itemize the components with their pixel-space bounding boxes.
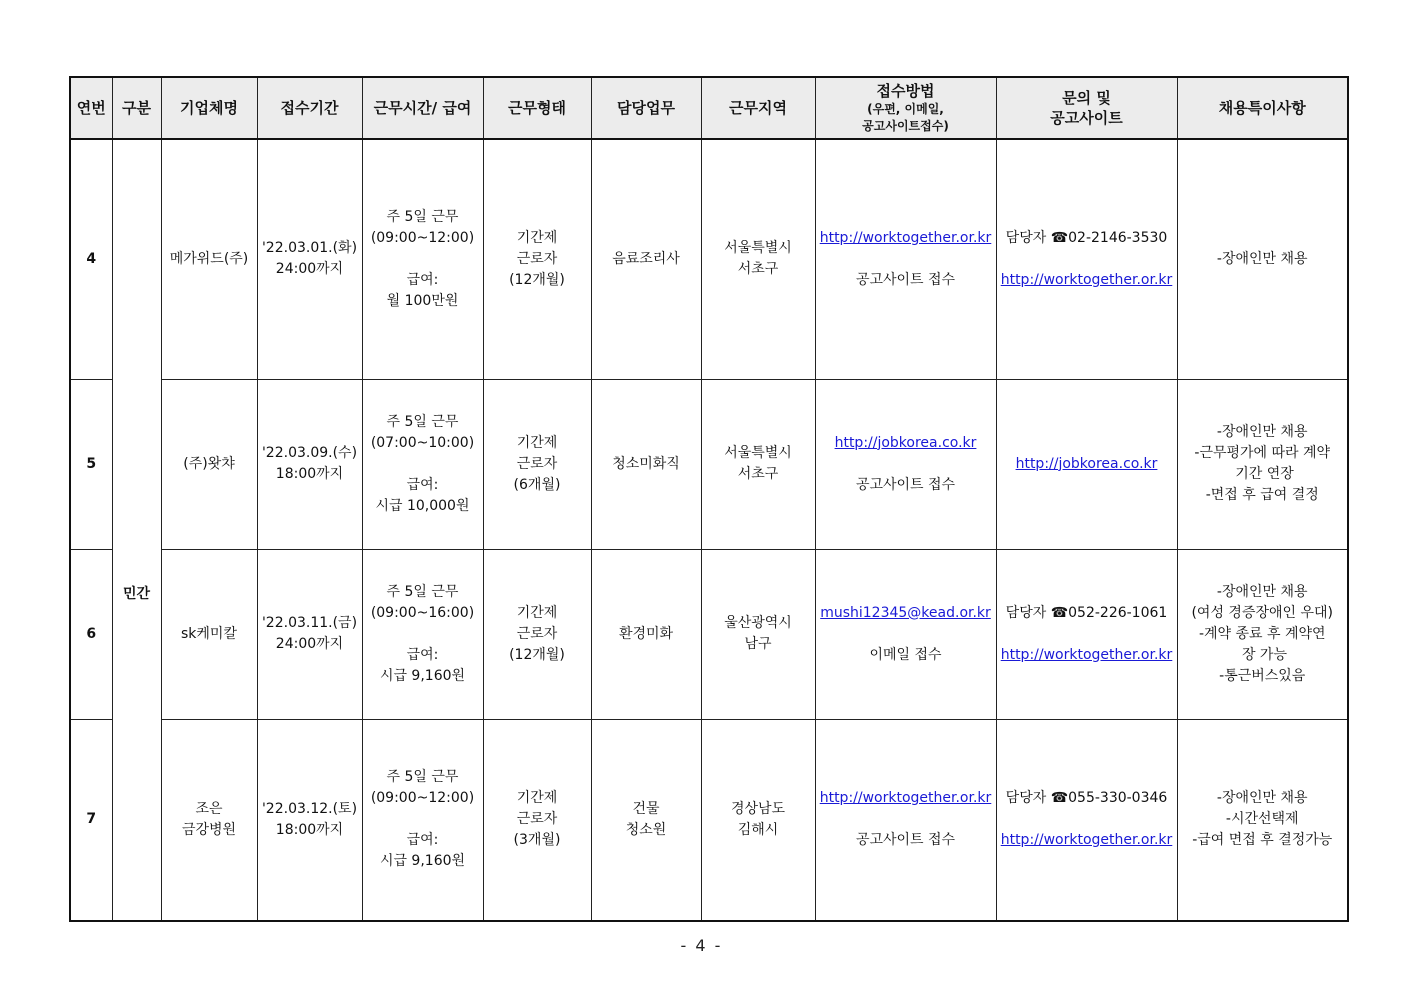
spacer — [367, 454, 479, 475]
cell-line: 기간제 — [516, 434, 558, 451]
row-number: 5 — [70, 379, 112, 549]
header-contact — [996, 77, 1177, 139]
cell-line: 시급 9,160원 — [379, 667, 466, 684]
notes-cell — [1177, 379, 1348, 549]
note-line: -장애인만 채용 — [1216, 583, 1308, 600]
table-row — [70, 379, 1348, 549]
hours-pay-cell — [362, 379, 483, 549]
cell-line: 근로자 — [516, 811, 558, 828]
cell-line: '22.03.12.(토) — [261, 800, 358, 817]
note-line: (여성 경증장애인 우대) — [1191, 604, 1334, 621]
cell-line: 청소원 — [625, 821, 667, 838]
spacer — [1001, 809, 1173, 830]
job-listing-table — [69, 76, 1349, 922]
duty-cell — [591, 139, 701, 379]
region-cell — [701, 549, 815, 719]
duty-cell — [591, 549, 701, 719]
note-line: 장 가능 — [1237, 646, 1287, 663]
company-cell — [161, 379, 257, 549]
region-cell — [701, 719, 815, 921]
contact-website-link[interactable]: http://jobkorea.co.kr — [1015, 455, 1158, 472]
contact-phone: 담당자 ☎055-330-0346 — [1005, 790, 1168, 807]
note-line: -통근버스있음 — [1219, 667, 1306, 684]
cell-line: 서울특별시 — [724, 445, 792, 461]
cell-line: 금강병원 — [181, 821, 237, 838]
cell-line: 건물 — [632, 800, 660, 817]
method-cell — [815, 719, 996, 921]
header-no — [70, 77, 112, 139]
spacer — [820, 624, 992, 645]
contact-cell — [996, 379, 1177, 549]
region-cell — [701, 379, 815, 549]
cell-line: 주 5일 근무 — [386, 769, 459, 786]
hours-pay-cell — [362, 719, 483, 921]
header-duty: 담당업무 — [591, 77, 701, 139]
contact-website-link[interactable]: http://worktogether.or.kr — [1000, 646, 1173, 663]
website-link[interactable]: http://worktogether.or.kr — [819, 229, 992, 246]
cell-line: 김해시 — [737, 821, 779, 838]
method-text: 이메일 접수 — [869, 646, 942, 663]
cell-line: (07:00~10:00) — [370, 434, 475, 451]
header-contact-line1: 문의 및 — [1062, 89, 1111, 107]
header-notes: 채용특이사항 — [1177, 77, 1348, 139]
method-cell — [815, 139, 996, 379]
header-method-sub1: (우편, 이메일, — [867, 102, 944, 116]
header-method-title: 접수방법 — [876, 82, 935, 100]
note-line: -장애인만 채용 — [1216, 790, 1308, 807]
cell-line: 18:00까지 — [275, 821, 344, 838]
website-link[interactable]: http://worktogether.or.kr — [819, 790, 992, 807]
cell-line: 근로자 — [516, 250, 558, 267]
cell-line: 주 5일 근무 — [386, 413, 459, 430]
method-text: 공고사이트 접수 — [855, 476, 956, 493]
cell-line: 메가위드(주) — [169, 250, 249, 267]
cell-line: 서초구 — [737, 466, 779, 482]
cell-line: 급여: — [406, 271, 439, 288]
notes-cell — [1177, 719, 1348, 921]
cell-line: (09:00~12:00) — [370, 790, 475, 807]
period-cell — [257, 379, 362, 549]
table-body — [70, 139, 1348, 921]
header-no-label: 연번 — [76, 99, 106, 117]
header-type: 근무형태 — [483, 77, 591, 139]
header-hours-pay: 근무시간/ 급여 — [362, 77, 483, 139]
cell-line: 청소미화직 — [612, 455, 680, 472]
header-method-sub2: 공고사이트접수) — [862, 119, 949, 133]
cell-line: (09:00~12:00) — [370, 229, 475, 246]
table-row — [70, 139, 1348, 379]
type-cell — [483, 379, 591, 549]
cell-line: sk케미칼 — [181, 625, 237, 642]
cell-line: (3개월) — [513, 832, 561, 849]
note-line: -계약 종료 후 계약연 — [1198, 625, 1326, 642]
note-line: -근무평가에 따라 계약 — [1194, 445, 1331, 461]
contact-cell — [996, 719, 1177, 921]
cell-line: 서울특별시 — [724, 240, 792, 257]
category-cell — [112, 139, 161, 921]
note-line: -장애인만 채용 — [1216, 250, 1308, 267]
cell-line: '22.03.11.(금) — [261, 615, 358, 631]
cell-line: 서초구 — [737, 261, 779, 278]
header-region: 근무지역 — [701, 77, 815, 139]
cell-line: 월 100만원 — [386, 292, 459, 309]
cell-line: 시급 10,000원 — [375, 497, 470, 514]
spacer — [367, 249, 479, 270]
method-cell — [815, 549, 996, 719]
contact-phone: 담당자 ☎02-2146-3530 — [1005, 229, 1168, 246]
note-line: 기간 연장 — [1230, 466, 1294, 482]
cell-line: 근로자 — [516, 455, 558, 472]
cell-line: 기간제 — [516, 604, 558, 621]
cell-line: 음료조리사 — [612, 250, 680, 267]
cell-line: 18:00까지 — [275, 466, 344, 482]
cell-line: 기간제 — [516, 790, 558, 807]
contact-website-link[interactable]: http://worktogether.or.kr — [1000, 271, 1173, 288]
cell-line: 기간제 — [516, 229, 558, 246]
cell-line: (6개월) — [513, 476, 561, 493]
company-cell — [161, 719, 257, 921]
period-cell — [257, 139, 362, 379]
period-cell — [257, 719, 362, 921]
period-cell — [257, 549, 362, 719]
cell-line: (12개월) — [509, 271, 565, 288]
cell-line: 24:00까지 — [275, 636, 344, 652]
row-number: 6 — [70, 549, 112, 719]
contact-cell — [996, 139, 1177, 379]
cell-line: 남구 — [744, 636, 772, 652]
notes-cell — [1177, 139, 1348, 379]
company-cell — [161, 549, 257, 719]
spacer — [820, 454, 992, 475]
note-line: -급여 면접 후 결정가능 — [1192, 832, 1333, 849]
spacer — [367, 809, 479, 830]
header-method — [815, 77, 996, 139]
cell-line: 경상남도 — [730, 800, 786, 817]
cell-line: 급여: — [406, 476, 439, 493]
spacer — [820, 249, 992, 270]
hours-pay-cell — [362, 549, 483, 719]
contact-cell — [996, 549, 1177, 719]
type-cell — [483, 549, 591, 719]
notes-cell — [1177, 549, 1348, 719]
page-number: - 4 - — [680, 936, 723, 955]
spacer — [1001, 624, 1173, 645]
method-cell — [815, 379, 996, 549]
spacer — [820, 809, 992, 830]
note-line: -면접 후 급여 결정 — [1205, 487, 1319, 503]
cell-line: 24:00까지 — [275, 261, 344, 278]
company-cell — [161, 139, 257, 379]
row-number: 4 — [70, 139, 112, 379]
cell-line: (주)왓챠 — [183, 455, 235, 472]
header-contact-line2: 공고사이트 — [1050, 109, 1123, 127]
header-row — [70, 77, 1348, 139]
cell-line: 급여: — [406, 646, 439, 663]
method-text: 공고사이트 접수 — [855, 832, 956, 849]
header-period: 접수기간 — [257, 77, 362, 139]
cell-line: 조은 — [195, 800, 223, 817]
note-line: -시간선택제 — [1225, 811, 1299, 828]
cell-line: 근로자 — [516, 625, 558, 642]
cell-line: (12개월) — [509, 646, 565, 663]
contact-website-link[interactable]: http://worktogether.or.kr — [1000, 832, 1173, 849]
cell-line: 울산광역시 — [724, 615, 792, 631]
email-link[interactable]: mushi12345@kead.or.kr — [820, 604, 991, 621]
type-cell — [483, 719, 591, 921]
cell-line: 급여: — [406, 832, 439, 849]
type-cell — [483, 139, 591, 379]
category-label: 민간 — [122, 585, 151, 602]
table-row — [70, 719, 1348, 921]
cell-line: 환경미화 — [618, 625, 674, 642]
cell-line: (09:00~16:00) — [370, 604, 475, 621]
duty-cell — [591, 719, 701, 921]
header-category: 구분 — [112, 77, 161, 139]
website-link[interactable]: http://jobkorea.co.kr — [834, 434, 977, 451]
method-text: 공고사이트 접수 — [855, 271, 956, 288]
hours-pay-cell — [362, 139, 483, 379]
note-line: -장애인만 채용 — [1216, 424, 1308, 440]
duty-cell — [591, 379, 701, 549]
header-company: 기업체명 — [161, 77, 257, 139]
spacer — [367, 624, 479, 645]
cell-line: '22.03.01.(화) — [261, 240, 358, 257]
cell-line: 시급 9,160원 — [379, 853, 466, 870]
table-row — [70, 549, 1348, 719]
cell-line: 주 5일 근무 — [386, 583, 459, 600]
row-number: 7 — [70, 719, 112, 921]
cell-line: '22.03.09.(수) — [261, 445, 358, 461]
contact-phone: 담당자 ☎052-226-1061 — [1005, 604, 1168, 621]
spacer — [1001, 249, 1173, 270]
cell-line: 주 5일 근무 — [386, 208, 459, 225]
region-cell — [701, 139, 815, 379]
